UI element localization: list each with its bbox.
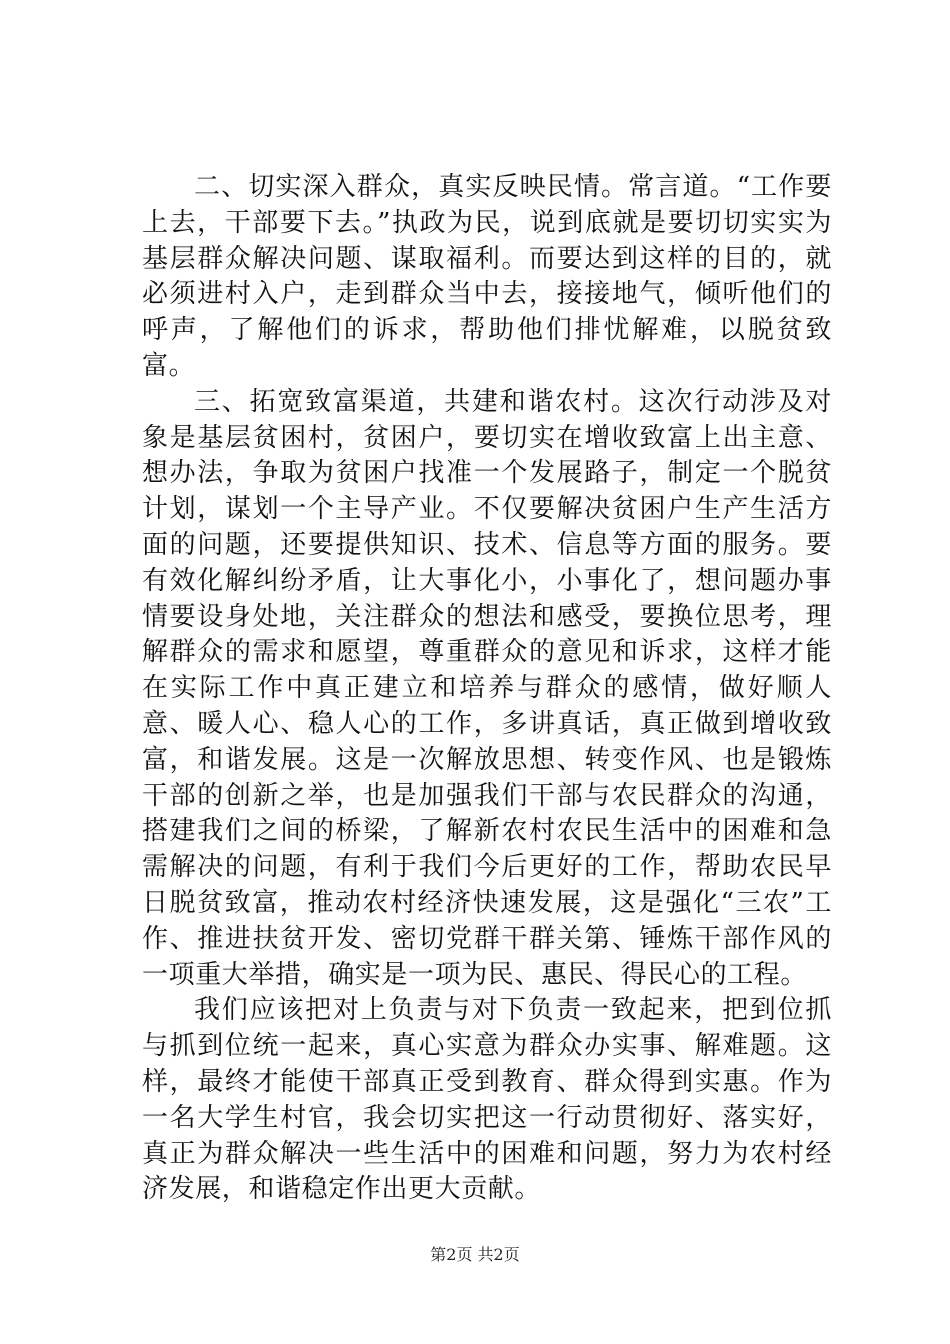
- page-footer: 第2页 共2页: [430, 1245, 520, 1264]
- paragraph-section-three: 三、拓宽致富渠道，共建和谐农村。这次行动涉及对象是基层贫困村，贫困户，要切实在增收致富上出主意、想办法，争取为贫困户找准一个发展路子，制定一个脱贫计划，谋划一个主导产业。不仅要解决贫困户生产生活方面的问题，还要提供知识、技术、信息等方面的服务。要有效化解纠纷矛盾，让大事化小，小事化了，想问题办事情要设身处地，关注群众的想法和感受，要换位思考，理解群众的需求和愿望，尊重群众的意见和诉求，这样才能在实际工作中真正建立和培养与群众的感情，做好顺人意、暖人心、稳人心的工作，多讲真话，真正做到增收致富，和谐发展。这是一次解放思想、转变作风、也是锻炼干部的创新之举，也是加强我们干部与农民群众的沟通，搭建我们之间的桥梁，了解新农村农民生活中的困难和急需解决的问题，有利于我们今后更好的工作，帮助农民早日脱贫致富，推动农村经济快速发展，这是强化“三农”工作、推进扶贫开发、密切党群干群关第、锤炼干部作风的一项重大举措，确实是一项为民、惠民、得民心的工程。: [142, 386, 832, 990]
- paragraph-conclusion: 我们应该把对上负责与对下负责一致起来，把到位抓与抓到位统一起来，真心实意为群众办实事、解难题。这样，最终才能使干部真正受到教育、群众得到实惠。作为一名大学生村官，我会切实把这一行动贯彻好、落实好，真正为群众解决一些生活中的困难和问题，努力为农村经济发展，和谐稳定作出更大贡献。: [142, 995, 832, 1205]
- paragraph-section-two: 二、切实深入群众，真实反映民情。常言道。“工作要上去，干部要下去。”执政为民，说到底就是要切切实实为基层群众解决问题、谋取福利。而要达到这样的目的，就必须进村入户，走到群众当中去，接接地气，倾听他们的呼声，了解他们的诉求，帮助他们排忧解难，以脱贫致富。: [142, 172, 832, 381]
- document-body: [142, 170, 832, 1208]
